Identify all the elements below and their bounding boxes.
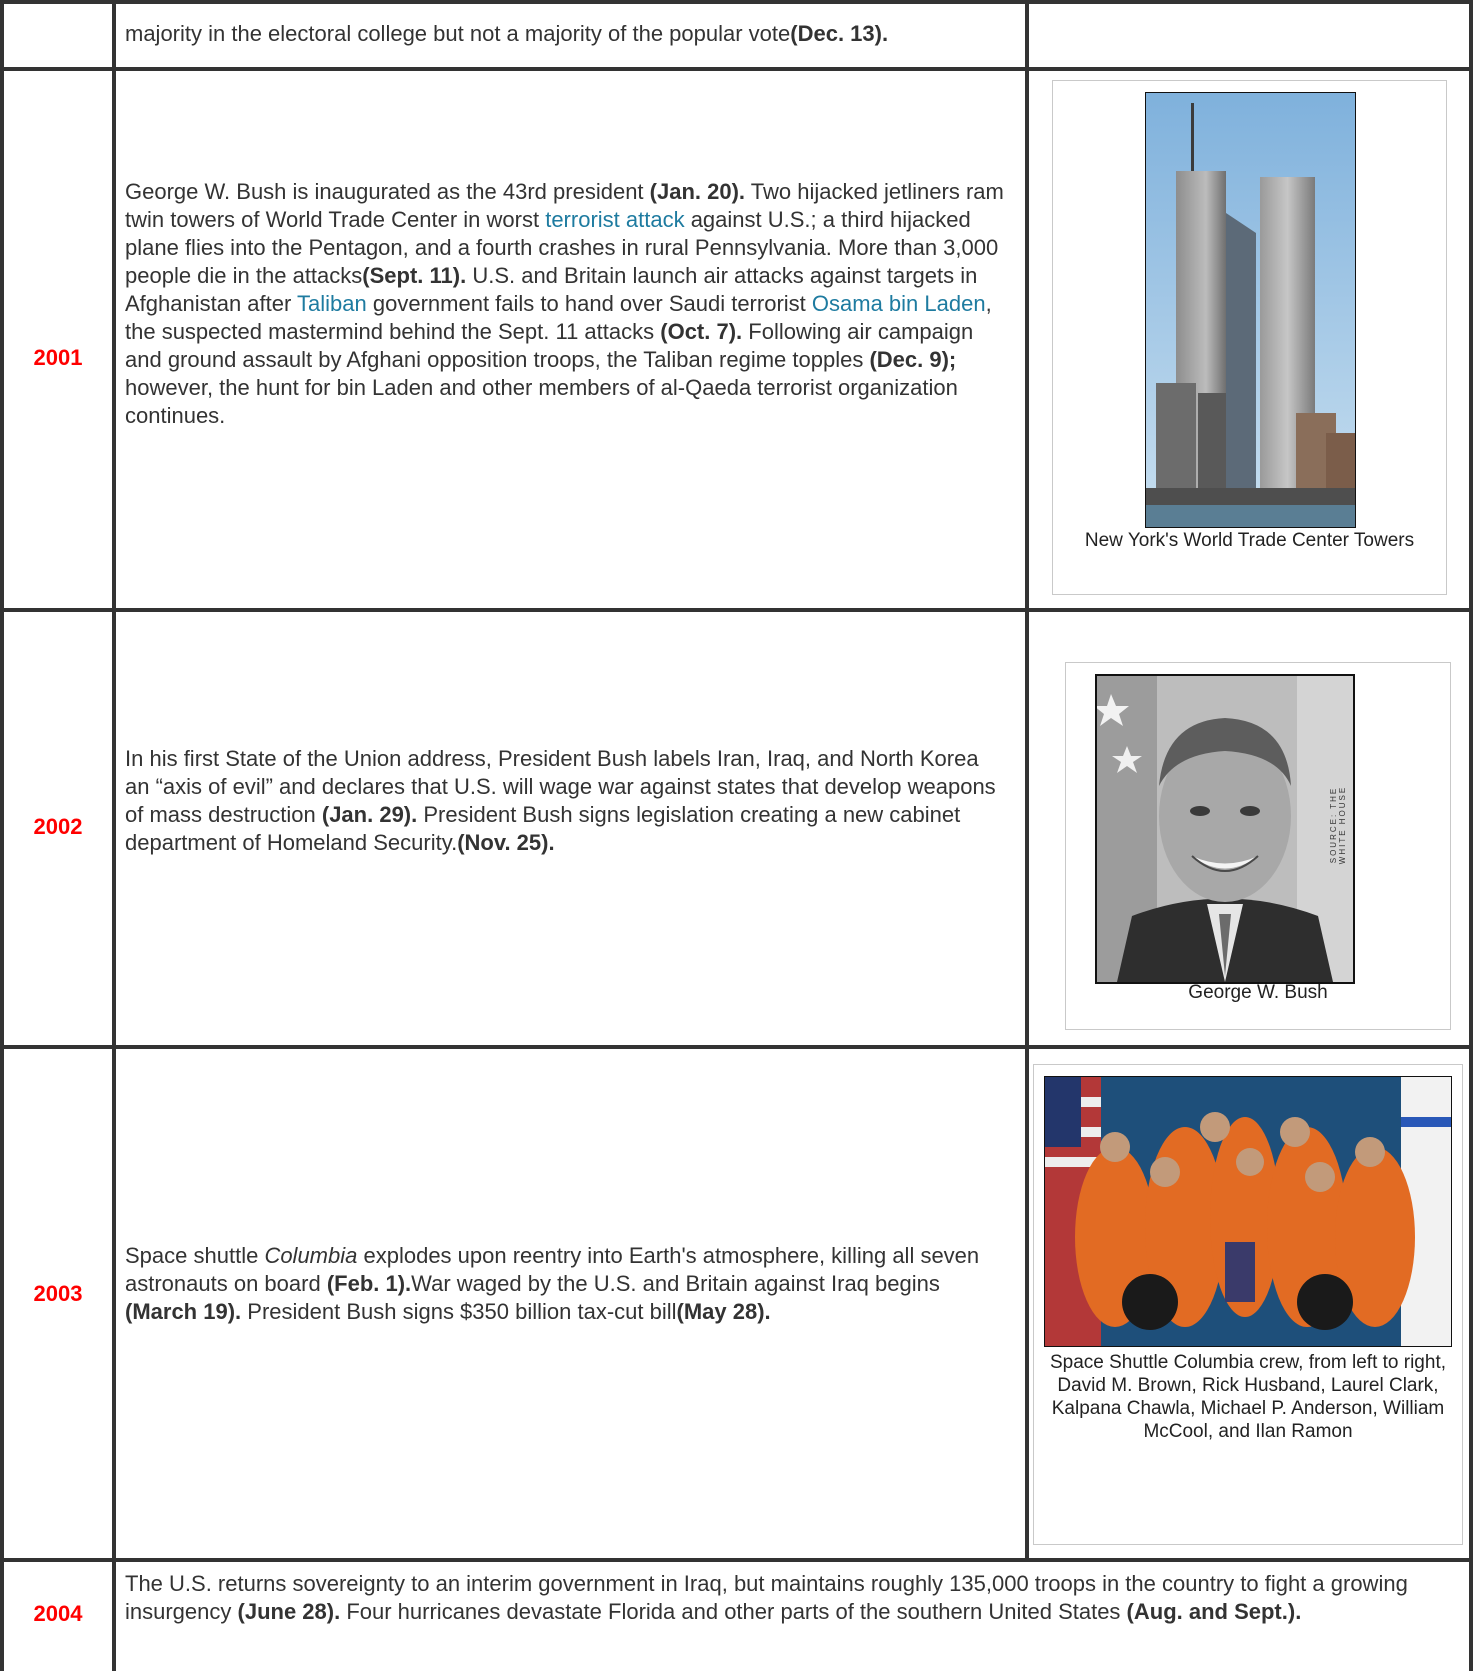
event-date: (Feb. 1).: [326, 1271, 412, 1296]
osama-bin-laden-link[interactable]: Osama bin Laden: [811, 291, 986, 316]
row-2001-text: George W. Bush is inaugurated as the 43rd president (Jan. 20). Two hijacked jetliners ram twin towers of World Trade Center in worst terrorist attack against U.S.; a third hijacked plane flies into the Pentagon, and a fourth crashes in rural Pennsylvania. More than 3,000 people die in the attacks(Sept. 11). U.S. and Britain launch air attacks against targets in Afghanistan after Taliban government fails to hand over Saudi terrorist Osama bin Laden, the suspected mastermind behind the Sept. 11 attacks (Oct. 7). Following air campaign and ground assault by Afghani opposition troops, the Taliban regime topples (Dec. 9); however, the hunt for bin Laden and other members of al-Qaeda terrorist organization continues.: [125, 179, 1004, 428]
year-2004: 2004: [33, 1601, 83, 1626]
table-border-top: [0, 0, 1473, 4]
year-2003: 2003: [33, 1281, 83, 1306]
row-2000-text: majority in the electoral college but not a majority of the popular vote(Dec. 13).: [125, 21, 889, 46]
world-trade-center-image: [1146, 93, 1355, 527]
event-date: (Dec. 9);: [869, 347, 957, 372]
table-border-left: [0, 0, 4, 1671]
george-w-bush-portrait: [1097, 676, 1353, 982]
columbia-crew-caption: Space Shuttle Columbia crew, from left to right, David M. Brown, Rick Husband, Laurel Clark, Kalpana Chawla, Michael P. Anderson, William McCool, and Ilan Ramon: [1049, 1352, 1446, 1442]
event-date: (Aug. and Sept.).: [1126, 1599, 1302, 1624]
row-2002-text: In his first State of the Union address, President Bush labels Iran, Iraq, and North Korea an “axis of evil” and declares that U.S. will wage war against states that develop weapons of mass destruction (Jan. 29). President Bush signs legislation creating a new cabinet department of Homeland Security.(Nov. 25).: [125, 746, 996, 855]
image-box-wtc: [1052, 80, 1447, 595]
row-divider: [0, 1045, 1473, 1049]
image-box-columbia-crew: [1033, 1064, 1463, 1545]
event-date: (Jan. 20).: [649, 179, 746, 204]
year-2001: 2001: [33, 345, 83, 370]
wtc-caption: New York's World Trade Center Towers: [1084, 530, 1415, 551]
image-box-bush: [1065, 662, 1451, 1030]
column-divider: [1025, 0, 1029, 1560]
bush-photo: [1095, 674, 1355, 984]
row-divider: [0, 608, 1473, 612]
taliban-link[interactable]: Taliban: [297, 291, 367, 316]
bush-caption: George W. Bush: [1188, 982, 1328, 1003]
event-date: (Oct. 7).: [660, 319, 743, 344]
terrorist-attack-link[interactable]: terrorist attack: [545, 207, 685, 232]
event-date: (March 19).: [125, 1299, 242, 1324]
wtc-photo: [1145, 92, 1356, 528]
event-date: (May 28).: [676, 1299, 771, 1324]
columbia-crew-image: [1045, 1077, 1451, 1346]
year-2002: 2002: [33, 814, 83, 839]
row-2003-text: Space shuttle Columbia explodes upon reentry into Earth's atmosphere, killing all seven astronauts on board (Feb. 1).War waged by the U.S. and Britain against Iraq begins (March 19). President Bush signs $350 billion tax-cut bill(May 28).: [125, 1243, 980, 1324]
table-border-right: [1469, 0, 1473, 1671]
row-divider: [0, 1558, 1473, 1562]
event-date: (Nov. 25).: [457, 830, 555, 855]
event-date: (June 28).: [237, 1599, 341, 1624]
event-date: (Dec. 13).: [790, 21, 889, 46]
event-date: (Sept. 11).: [362, 263, 467, 288]
shuttle-name: Columbia: [264, 1243, 358, 1268]
columbia-crew-photo: [1044, 1076, 1452, 1347]
event-date: (Jan. 29).: [321, 802, 418, 827]
row-divider: [0, 67, 1473, 71]
photo-credit: SOURCE: THE WHITE HOUSE: [1329, 785, 1347, 865]
column-divider: [112, 0, 116, 1671]
row-2004-text: The U.S. returns sovereignty to an interim government in Iraq, but maintains roughly 135,000 troops in the country to fight a growing insurgency (June 28). Four hurricanes devastate Florida and other parts of the southern United States (Aug. and Sept.).: [125, 1571, 1408, 1624]
